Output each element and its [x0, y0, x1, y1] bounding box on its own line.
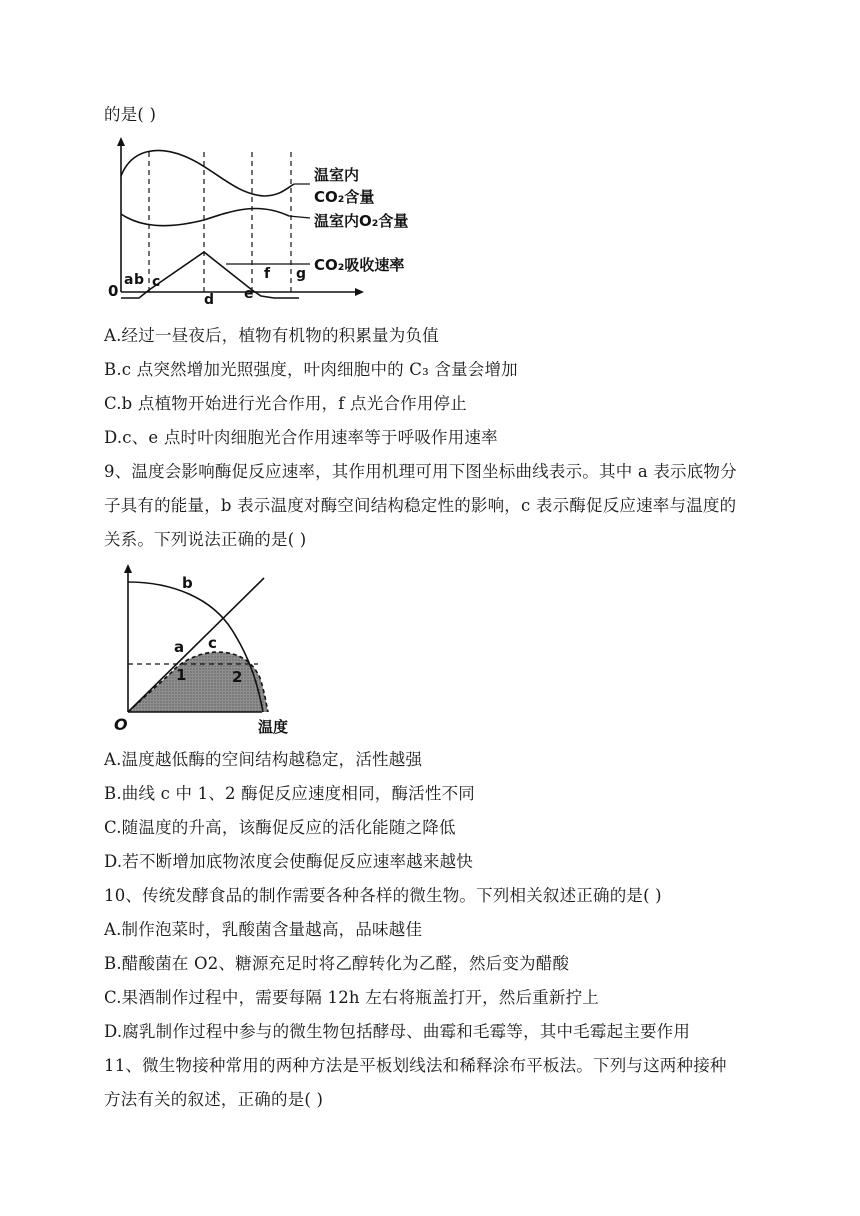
fig2-label-c: c: [208, 634, 217, 652]
question-9-option-b: B.曲线 c 中 1、2 酶促反应速度相同，酶活性不同: [104, 784, 475, 803]
fig2-label-b: b: [182, 574, 193, 592]
question-10-option-d: D.腐乳制作过程中参与的微生物包括酵母、曲霉和毛霉等，其中毛霉起主要作用: [104, 1022, 691, 1041]
question-10-option-a: A.制作泡菜时，乳酸菌含量越高，品味越佳: [104, 920, 423, 939]
question-8-option-b: B.c 点突然增加光照强度，叶肉细胞中的 C₃ 含量会增加: [104, 360, 518, 379]
question-9-stem-line-3: 关系。下列说法正确的是( ): [104, 530, 307, 549]
question-11-stem-line-1: 11、微生物接种常用的两种方法是平板划线法和稀释涂布平板法。下列与这两种接种: [104, 1056, 727, 1075]
question-8-option-c: C.b 点植物开始进行光合作用，f 点光合作用停止: [104, 394, 467, 413]
question-8-stem-tail: 的是( ): [104, 105, 157, 124]
question-8-option-a: A.经过一昼夜后，植物有机物的积累量为负值: [104, 326, 439, 345]
fig1-label-o2: 温室内O₂含量: [314, 212, 409, 230]
fig1-point-g: g: [296, 266, 307, 282]
fig2-label-1: 1: [176, 666, 187, 684]
question-11-stem-line-2: 方法有关的叙述，正确的是( ): [104, 1090, 324, 1109]
figure-9-graph: [112, 560, 302, 740]
question-9-option-c: C.随温度的升高，该酶促反应的活化能随之降低: [104, 818, 456, 837]
fig1-label-co2-2: CO₂含量: [314, 188, 375, 206]
fig1-point-d: d: [204, 292, 215, 308]
question-9-option-d: D.若不断增加底物浓度会使酶促反应速率越来越快: [104, 852, 473, 871]
fig2-label-2: 2: [232, 668, 243, 686]
fig1-point-e: e: [244, 286, 254, 302]
fig2-xaxis-label: 温度: [258, 718, 289, 736]
question-10-stem: 10、传统发酵食品的制作需要各种各样的微生物。下列相关叙述正确的是( ): [104, 886, 662, 905]
fig2-label-a: a: [174, 638, 185, 656]
figure-8-graph: [104, 134, 434, 310]
fig1-label-co2-uptake: CO₂吸收速率: [314, 256, 405, 274]
question-8-option-d: D.c、e 点时叶肉细胞光合作用速率等于呼吸作用速率: [104, 428, 498, 447]
fig1-point-b: b: [134, 272, 145, 288]
fig1-label-co2-1: 温室内: [314, 166, 360, 184]
fig1-point-f: f: [264, 266, 271, 282]
question-9-option-a: A.温度越低酶的空间结构越稳定，活性越强: [104, 750, 423, 769]
question-10-option-b: B.醋酸菌在 O2、糖源充足时将乙醇转化为乙醛，然后变为醋酸: [104, 954, 570, 973]
question-10-option-c: C.果酒制作过程中，需要每隔 12h 左右将瓶盖打开，然后重新拧上: [104, 988, 599, 1007]
question-9-stem-line-1: 9、温度会影响酶促反应速率，其作用机理可用下图坐标曲线表示。其中 a 表示底物分: [104, 462, 737, 481]
fig1-point-a: a: [124, 272, 134, 288]
fig1-point-c: c: [152, 274, 161, 290]
fig1-origin: 0: [108, 282, 119, 300]
question-9-stem-line-2: 子具有的能量，b 表示温度对酶空间结构稳定性的影响，c 表示酶促反应速率与温度的: [104, 496, 737, 515]
fig2-origin: O: [114, 715, 128, 734]
